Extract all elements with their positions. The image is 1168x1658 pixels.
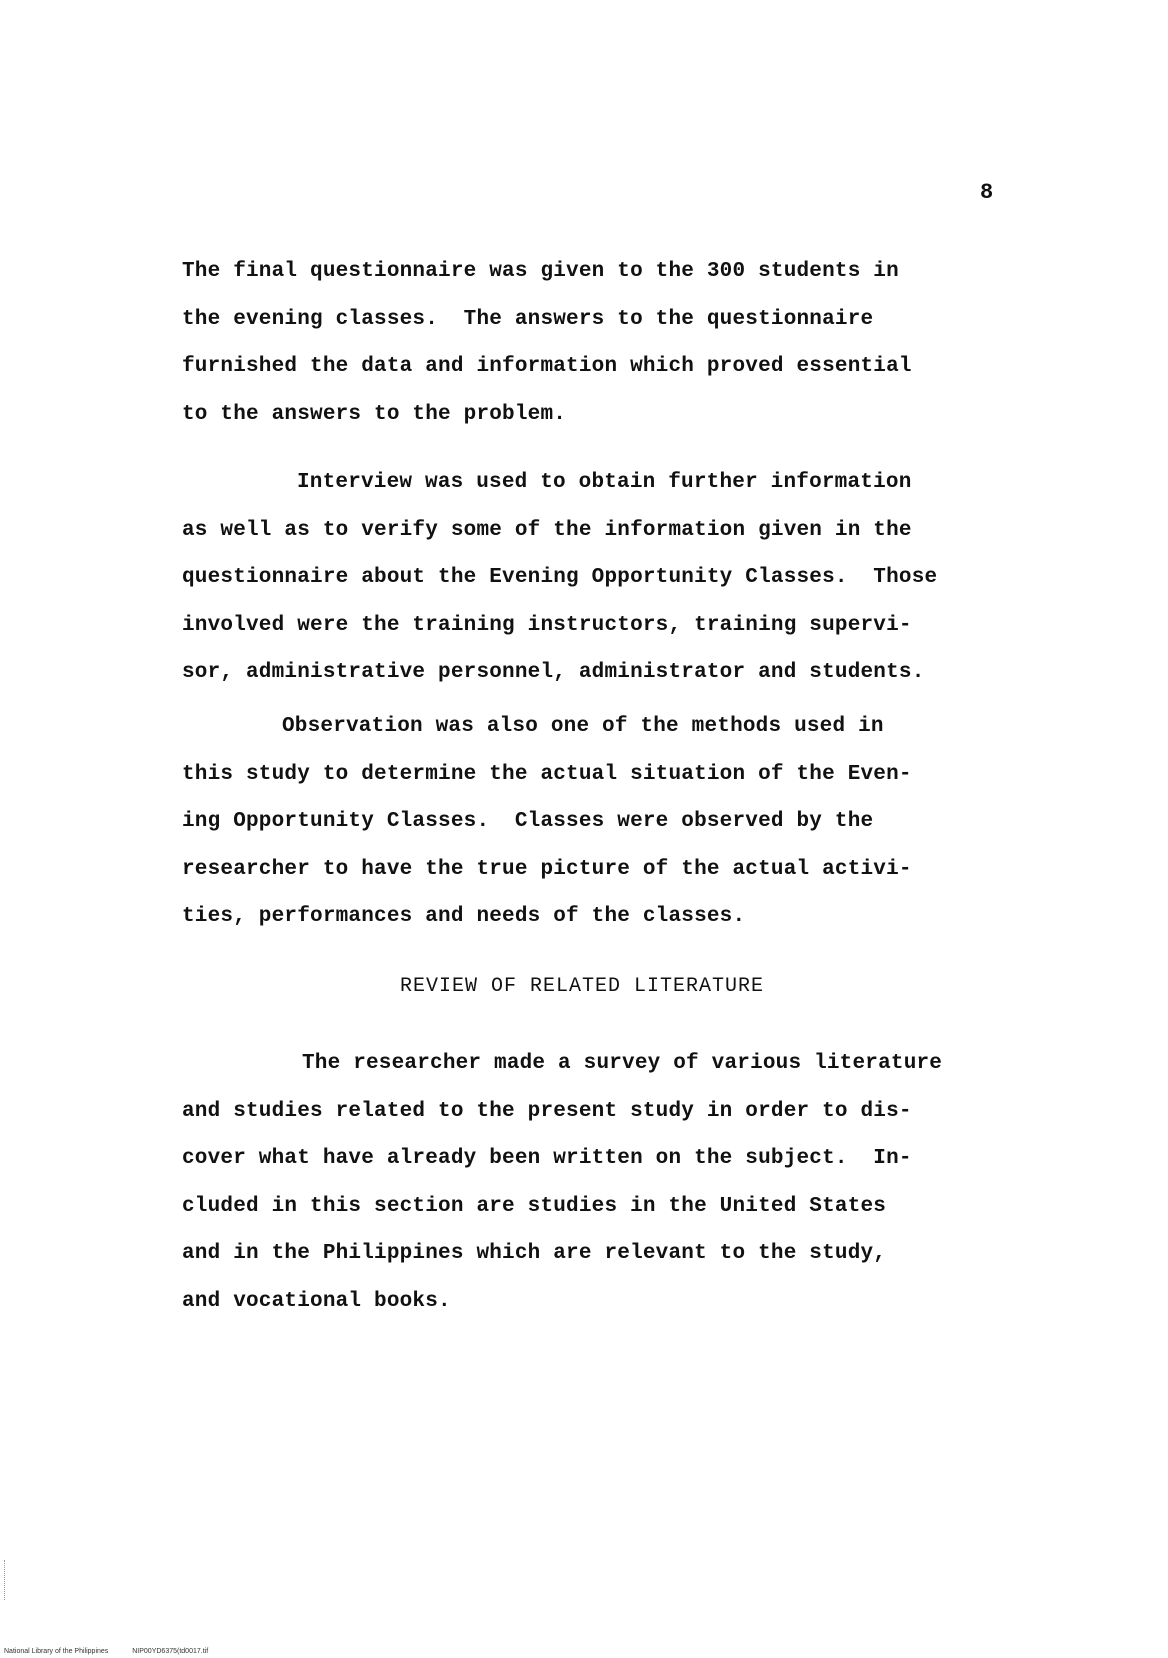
text-line: and vocational books. [182,1289,451,1313]
page-number: 8 [980,180,994,205]
paragraph-methods-interview [182,459,1032,697]
scan-margin-mark [4,1560,11,1600]
text-line: and in the Philippines which are relevant to the study, [182,1242,887,1265]
text-line: cluded in this section are studies in the United States [182,1194,887,1218]
text-line: ing Opportunity Classes. Classes were observed by the [182,810,874,833]
text-line: and studies related to the present study in order to dis- [182,1099,912,1123]
text-line: questionnaire about the Evening Opportunity Classes. Those [182,566,938,589]
footer-file: NIP00YD6375(td0017.tif [132,1648,209,1655]
text-line: sor, administrative personnel, administrator and students. [182,661,925,684]
text-line: researcher to have the true picture of the actual activi- [182,857,912,881]
text-line: the evening classes. The answers to the questionnaire [182,307,874,331]
text-line: to the answers to the problem. [182,402,567,426]
text-line: Interview was used to obtain further information [297,471,912,494]
text-line: as well as to verify some of the information given in the [182,518,912,542]
scan-footer [4,1648,230,1655]
paragraph-methods-questionnaire [182,248,1032,438]
footer-library: National Library of the Philippines [4,1648,109,1655]
text-line: ties, performances and needs of the classes. [182,905,746,928]
text-line: cover what have already been written on the subject. In- [182,1147,912,1170]
text-line: The researcher made a survey of various literature [302,1052,943,1075]
text-line: this study to determine the actual situation of the Even- [182,762,912,786]
text-line: The final questionnaire was given to the 300 students in [182,260,899,283]
text-line: furnished the data and information which proved essential [182,355,912,378]
paragraph-methods-observation [182,703,1032,941]
section-heading: REVIEW OF RELATED LITERATURE [400,975,765,998]
paragraph-literature-review [182,1040,1032,1325]
text-line: involved were the training instructors, training supervi- [182,613,912,637]
text-line: Observation was also one of the methods used in [282,715,884,738]
